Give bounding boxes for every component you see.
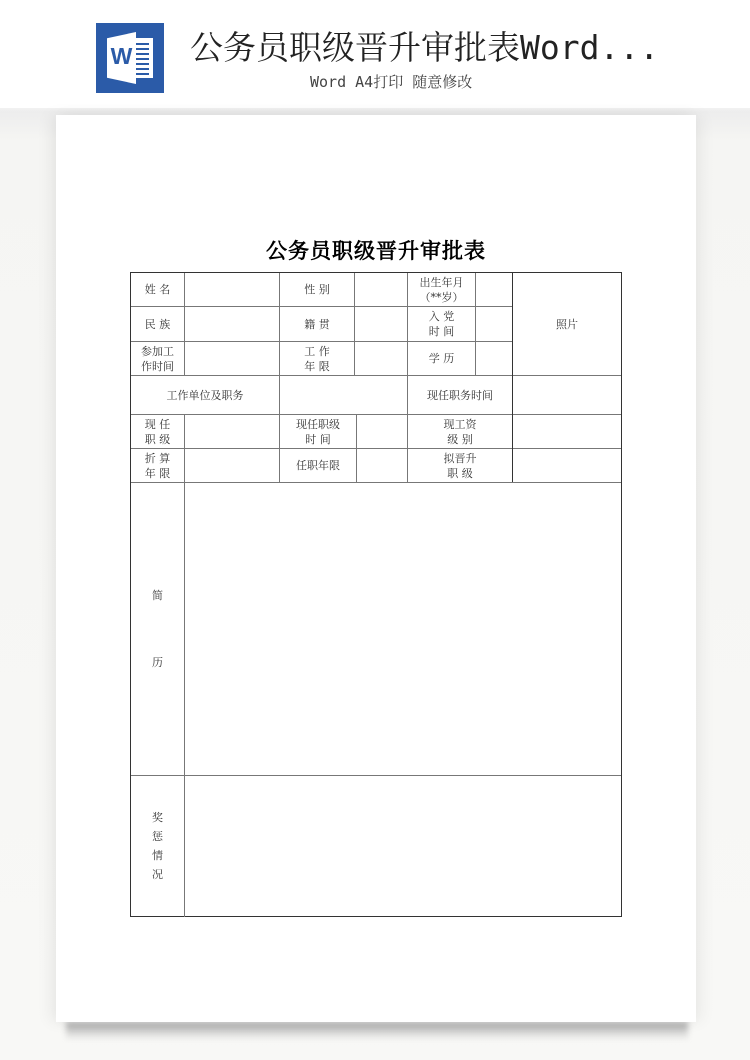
label-resume-char2: 历 — [152, 656, 163, 669]
label-rewards-char4: 况 — [152, 868, 163, 881]
label-birth-date — [408, 273, 475, 306]
input-name[interactable] — [185, 273, 279, 306]
input-current-post-time[interactable] — [513, 376, 621, 414]
input-work-unit-position[interactable] — [280, 376, 407, 414]
label-ethnicity: 民 族 — [144, 317, 171, 331]
label-work-start-line1: 参加工 — [141, 344, 174, 358]
input-education[interactable] — [476, 342, 512, 375]
label-education: 学 历 — [428, 352, 455, 365]
input-resume[interactable] — [185, 483, 621, 775]
label-converted-line2: 年 限 — [144, 466, 171, 480]
input-birth-date[interactable] — [476, 273, 512, 306]
label-native-place: 籍 贯 — [304, 317, 330, 331]
page-shadow — [66, 1022, 688, 1040]
label-resume-char1: 简 — [152, 589, 163, 602]
label-birth-date-line2: （**岁） — [419, 290, 464, 304]
input-rewards-punishments[interactable] — [185, 776, 621, 916]
header — [0, 0, 750, 108]
input-ethnicity[interactable] — [185, 307, 279, 341]
input-current-rank[interactable] — [185, 415, 279, 448]
word-letter: W — [110, 43, 133, 69]
input-gender[interactable] — [355, 273, 407, 306]
label-work-years-line2: 年 限 — [304, 359, 330, 373]
label-work-years — [280, 342, 354, 375]
label-rank-time-line2: 时 间 — [305, 432, 331, 446]
label-salary-line2: 级 别 — [447, 432, 473, 446]
input-party-join-time[interactable] — [476, 307, 512, 341]
word-icon — [96, 23, 164, 93]
input-work-start-time[interactable] — [185, 342, 279, 375]
label-rank-time-line1: 现任职级 — [296, 417, 340, 431]
label-birth-date-line1: 出生年月 — [419, 275, 464, 289]
label-work-years-line1: 工 作 — [304, 344, 330, 358]
label-party-line2: 时 间 — [428, 325, 455, 338]
label-salary-level — [408, 415, 512, 448]
label-current-rank-line2: 职 级 — [144, 432, 171, 446]
label-name: 姓 名 — [144, 283, 171, 296]
label-rewards-punishments — [131, 776, 184, 916]
input-salary-level[interactable] — [513, 415, 621, 448]
label-rewards-char1: 奖 — [152, 811, 163, 824]
label-work-unit-position: 工作单位及职务 — [166, 388, 244, 402]
label-proposed-rank — [408, 449, 512, 482]
label-proposed-line1: 拟晋升 — [443, 451, 477, 465]
label-party-join-time — [408, 307, 475, 341]
input-work-years[interactable] — [355, 342, 407, 375]
label-party-line1: 入 党 — [428, 310, 455, 323]
photo-area[interactable]: 照片 — [556, 317, 578, 331]
label-rewards-char2: 惩 — [152, 830, 163, 843]
app-subtitle: Word A4打印 随意修改 — [310, 73, 473, 91]
input-tenure-years[interactable] — [357, 449, 407, 482]
label-rank-time — [280, 415, 356, 448]
label-salary-line1: 现工资 — [443, 417, 477, 431]
label-converted-years — [131, 449, 184, 482]
app-title: 公务员职级晋升审批表Word... — [190, 28, 660, 67]
label-proposed-line2: 职 级 — [447, 466, 473, 480]
input-rank-time[interactable] — [357, 415, 407, 448]
label-current-rank — [131, 415, 184, 448]
label-resume — [131, 483, 184, 775]
input-converted-years[interactable] — [185, 449, 279, 482]
label-work-start-time — [131, 342, 184, 375]
document-title: 公务员职级晋升审批表 — [266, 239, 486, 263]
label-rewards-char3: 情 — [152, 849, 163, 862]
label-converted-line1: 折 算 — [144, 451, 171, 465]
label-current-rank-line1: 现 任 — [144, 417, 171, 431]
input-proposed-rank[interactable] — [513, 449, 621, 482]
label-work-start-line2: 作时间 — [141, 359, 174, 373]
approval-form-table — [130, 272, 622, 917]
label-gender: 性 别 — [304, 283, 330, 296]
input-native-place[interactable] — [355, 307, 407, 341]
label-tenure-years: 任职年限 — [296, 459, 340, 472]
label-current-post-time: 现任职务时间 — [427, 388, 493, 402]
document-page — [56, 115, 696, 1022]
